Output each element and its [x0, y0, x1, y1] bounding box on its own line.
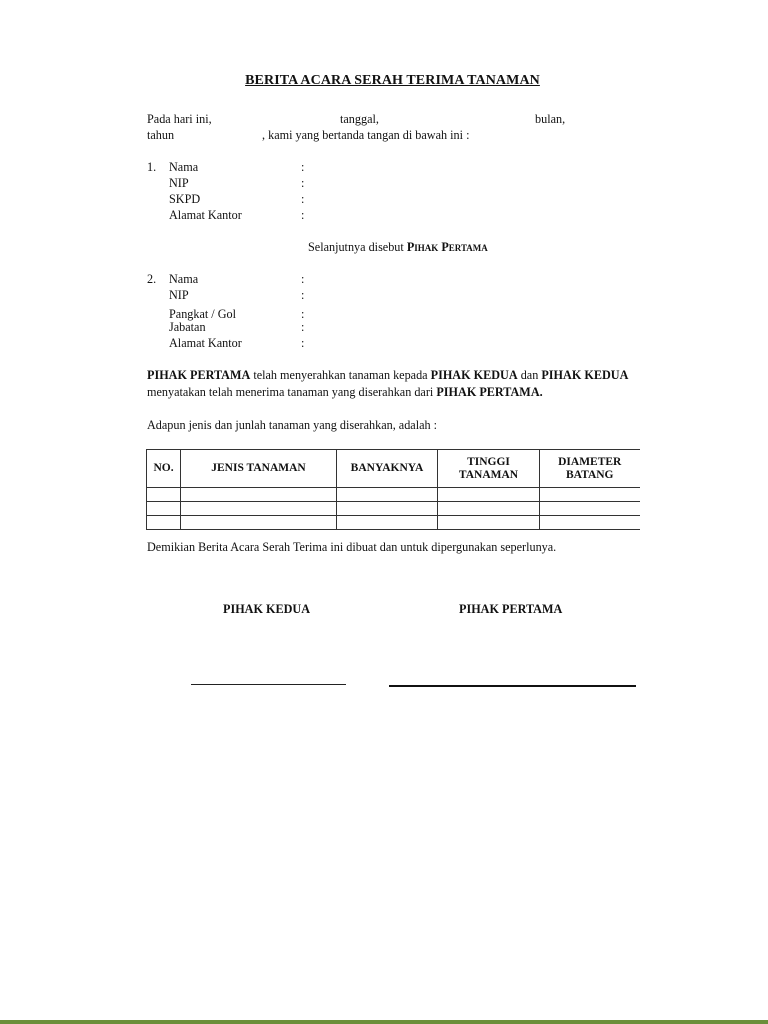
signature-label-pihak-pertama: PIHAK PERTAMA	[459, 602, 563, 616]
statement-pihak-kedua: PIHAK KEDUA	[430, 368, 518, 382]
opening-tanggal: tanggal,	[340, 112, 379, 126]
statement-pihak-kedua: PIHAK KEDUA	[541, 368, 629, 382]
party2-colon: :	[301, 307, 305, 321]
designation-name: Pihak Pertama	[406, 240, 488, 254]
table-cell	[540, 516, 640, 530]
column-header-jenis: JENIS TANAMAN	[181, 450, 337, 488]
party2-field-pangkat: Pangkat / Gol	[169, 307, 237, 321]
table-cell	[540, 488, 640, 502]
statement-text: menyatakan telah menerima tanaman yang diserahkan dari	[147, 385, 437, 399]
opening-tahun: tahun	[147, 128, 175, 142]
party2-field-jabatan: Jabatan	[169, 320, 206, 334]
statement-text: dan	[517, 368, 542, 382]
party2-colon: :	[301, 320, 305, 334]
column-header-diameter: DIAMETER BATANG	[540, 450, 640, 488]
document-title: BERITA ACARA SERAH TERIMA TANAMAN	[245, 73, 540, 88]
table-row	[147, 502, 640, 516]
party1-field-nip: NIP	[169, 176, 189, 190]
table-cell	[181, 488, 337, 502]
table-row	[147, 488, 640, 502]
signature-line-pihak-kedua	[191, 684, 346, 685]
party2-field-alamat: Alamat Kantor	[169, 336, 242, 350]
signature-line-pihak-pertama	[389, 685, 636, 687]
table-cell	[147, 488, 181, 502]
party1-field-nama: Nama	[169, 160, 199, 174]
table-cell	[337, 488, 438, 502]
table-cell	[438, 516, 540, 530]
column-header-no: NO.	[147, 450, 181, 488]
party2-field-nama: Nama	[169, 272, 199, 286]
opening-bulan: bulan,	[535, 112, 566, 126]
table-cell	[147, 502, 181, 516]
party2-colon: :	[301, 288, 305, 302]
closing-statement: Demikian Berita Acara Serah Terima ini dibuat dan untuk dipergunakan seperlunya.	[147, 540, 557, 554]
table-row	[147, 516, 640, 530]
plants-table	[146, 449, 640, 530]
party2-number: 2.	[147, 272, 157, 286]
party1-colon: :	[301, 160, 305, 174]
table-cell	[540, 502, 640, 516]
signature-label-pihak-kedua: PIHAK KEDUA	[223, 602, 311, 616]
party2-field-nip: NIP	[169, 288, 189, 302]
table-cell	[147, 516, 181, 530]
column-header-banyaknya: BANYAKNYA	[337, 450, 438, 488]
page-bottom-border	[0, 1020, 768, 1024]
table-cell	[337, 516, 438, 530]
table-cell	[337, 502, 438, 516]
party1-colon: :	[301, 192, 305, 206]
party1-colon: :	[301, 176, 305, 190]
table-cell	[438, 502, 540, 516]
column-header-tinggi: TINGGI TANAMAN	[438, 450, 540, 488]
party1-field-skpd: SKPD	[169, 192, 201, 206]
table-header-row	[147, 450, 640, 488]
table-cell	[181, 502, 337, 516]
party1-number: 1.	[147, 160, 157, 174]
statement-paragraph	[147, 367, 637, 401]
table-cell	[438, 488, 540, 502]
party1-field-alamat: Alamat Kantor	[169, 208, 242, 222]
opening-kami: , kami yang bertanda tangan di bawah ini :	[262, 128, 470, 142]
party2-colon: :	[301, 336, 305, 350]
table-intro: Adapun jenis dan junlah tanaman yang diserahkan, adalah :	[147, 418, 438, 432]
party1-colon: :	[301, 208, 305, 222]
statement-text: telah menyerahkan tanaman kepada	[250, 368, 431, 382]
party1-designation	[308, 240, 488, 254]
statement-pihak-pertama: PIHAK PERTAMA	[147, 368, 251, 382]
opening-pada-hari-ini: Pada hari ini,	[147, 112, 212, 126]
statement-pihak-pertama: PIHAK PERTAMA.	[436, 385, 543, 399]
designation-prefix: Selanjutnya disebut	[308, 240, 404, 254]
table-cell	[181, 516, 337, 530]
party2-colon: :	[301, 272, 305, 286]
